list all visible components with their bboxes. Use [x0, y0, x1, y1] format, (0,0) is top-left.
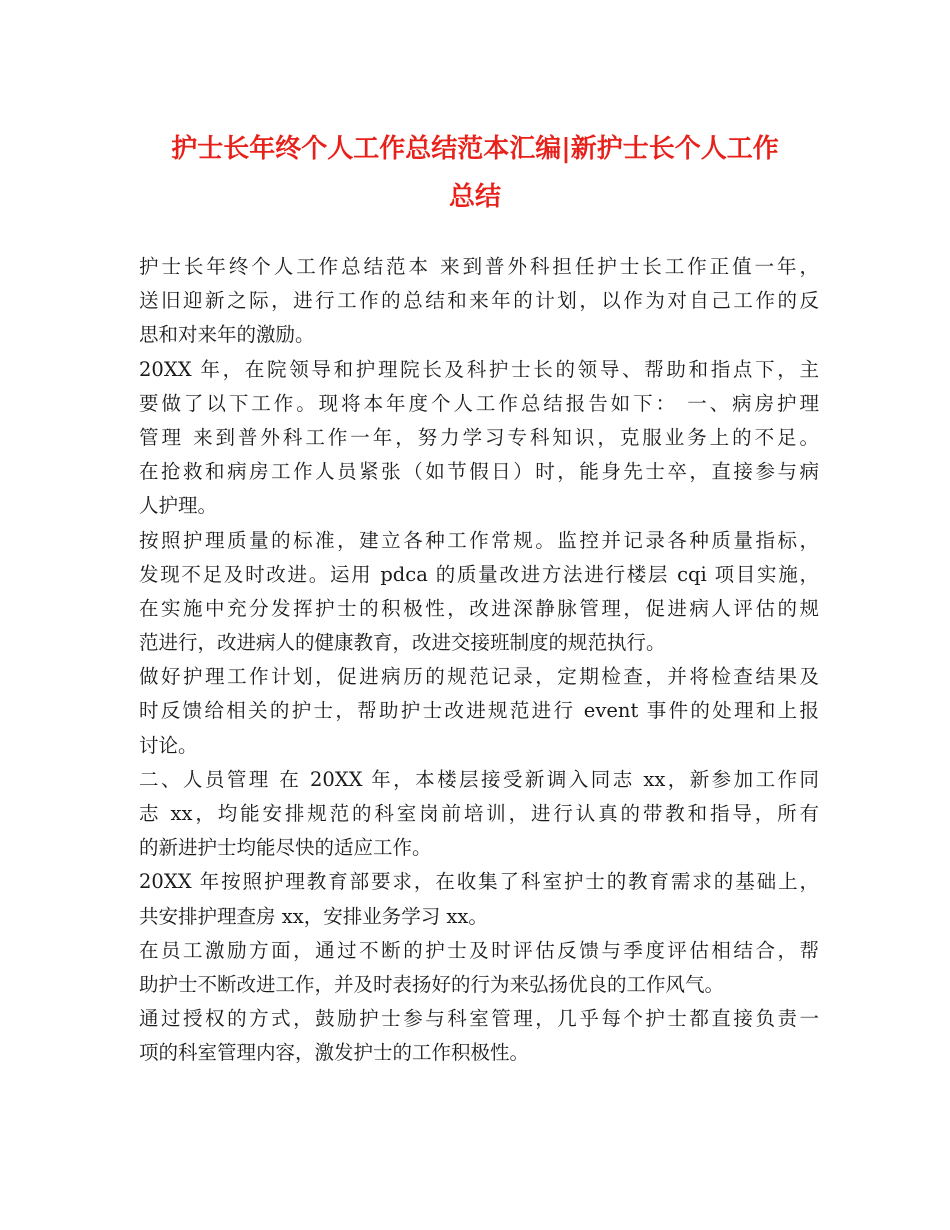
body-line: 的新进护士均能尽快的适应工作。 — [139, 836, 432, 860]
document-title-line-1: 护士长年终个人工作总结范本汇编|新护士长个人工作 — [171, 134, 779, 164]
body-line: 在抢救和病房工作人员紧张（如节假日）时，能身先士卒，直接参与病 — [139, 460, 819, 484]
body-line: 在员工激励方面，通过不断的护士及时评估反馈与季度评估相结合，帮 — [139, 938, 819, 962]
body-line: 20XX 年，在院领导和护理院长及科护士长的领导、帮助和指点下，主 — [139, 357, 819, 381]
body-line: 项的科室管理内容，激发护士的工作积极性。 — [139, 1041, 530, 1065]
body-line: 思和对来年的激励。 — [139, 323, 315, 347]
body-line: 共安排护理查房 xx，安排业务学习 xx。 — [139, 904, 488, 928]
body-line: 时反馈给相关的护士，帮助护士改进规范进行 event 事件的处理和上报 — [139, 699, 819, 723]
body-line: 范进行，改进病人的健康教育，改进交接班制度的规范执行。 — [139, 631, 666, 655]
body-line: 在实施中充分发挥护士的积极性，改进深静脉管理，促进病人评估的规 — [139, 596, 819, 620]
body-line: 要做了以下工作。现将本年度个人工作总结报告如下： 一、病房护理 — [139, 391, 819, 415]
body-line: 二、人员管理 在 20XX 年，本楼层接受新调入同志 xx，新参加工作同 — [139, 767, 819, 791]
document-title-line-2: 总结 — [448, 182, 501, 212]
body-line: 送旧迎新之际，进行工作的总结和来年的计划，以作为对自己工作的反 — [139, 289, 819, 313]
body-line: 通过授权的方式，鼓励护士参与科室管理，几乎每个护士都直接负责一 — [139, 1007, 819, 1031]
body-line: 发现不足及时改进。运用 pdca 的质量改进方法进行楼层 cqi 项目实施， — [139, 562, 819, 586]
body-line: 人护理。 — [139, 494, 218, 518]
document-body — [139, 250, 819, 1071]
body-line: 按照护理质量的标准，建立各种工作常规。监控并记录各种质量指标， — [139, 528, 819, 552]
body-line: 护士长年终个人工作总结范本 来到普外科担任护士长工作正值一年， — [139, 255, 819, 278]
body-line: 做好护理工作计划，促进病历的规范记录，定期检查，并将检查结果及 — [139, 665, 819, 689]
body-line: 助护士不断改进工作，并及时表扬好的行为来弘扬优良的工作风气。 — [139, 972, 725, 996]
body-line: 志 xx，均能安排规范的科室岗前培训，进行认真的带教和指导，所有 — [139, 802, 819, 825]
body-line: 20XX 年按照护理教育部要求，在收集了科室护士的教育需求的基础上， — [139, 870, 819, 894]
body-line: 管理 来到普外科工作一年，努力学习专科知识，克服业务上的不足。 — [139, 425, 819, 449]
body-line: 讨论。 — [139, 733, 198, 757]
